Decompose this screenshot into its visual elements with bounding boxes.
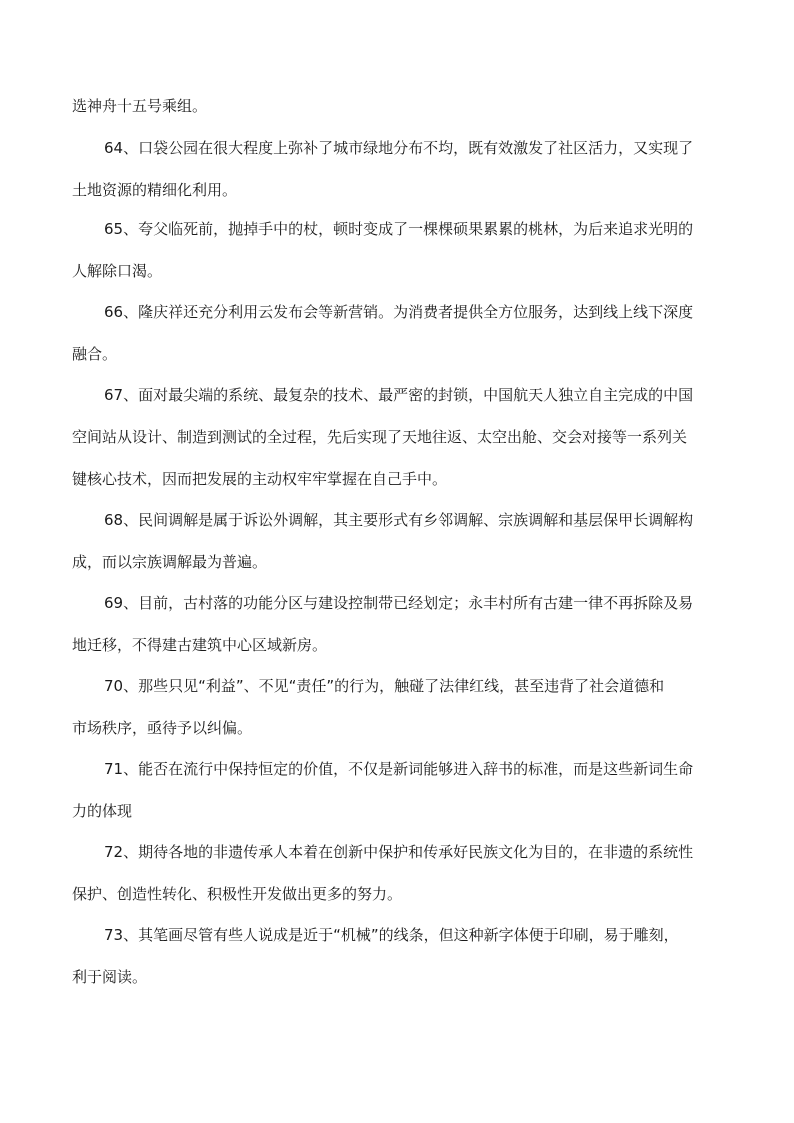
item-69-second-line: 地迁移，不得建古建筑中心区域新房。	[72, 636, 328, 654]
item-71-second-line: 力的体现	[72, 802, 133, 820]
item-68-second-line: 成，而以宗族调解最为普遍。	[72, 553, 268, 571]
item-65-second-line: 人解除口渴。	[72, 262, 163, 280]
item-71-first-line: 71、能否在流行中保持恒定的价值，不仅是新词能够进入辞书的标准，而是这些新词生命	[104, 760, 694, 778]
item-66-first-line: 66、隆庆祥还充分利用云发布会等新营销。为消费者提供全方位服务，达到线上线下深度	[104, 303, 694, 321]
item-72-first-line: 72、期待各地的非遗传承人本着在创新中保护和传承好民族文化为目的，在非遗的系统性	[104, 843, 694, 861]
text-line-continuation: 选神舟十五号乘组。	[72, 97, 208, 115]
item-64-second-line: 土地资源的精细化利用。	[72, 181, 238, 199]
item-67-second-line: 空间站从设计、制造到测试的全过程，先后实现了天地往返、太空出舱、交会对接等一系列关	[72, 428, 688, 446]
item-72-second-line: 保护、创造性转化、积极性开发做出更多的努力。	[72, 885, 403, 903]
item-65-first-line: 65、夸父临死前，抛掉手中的杖，顿时变成了一棵棵硕果累累的桃林，为后来追求光明的	[104, 220, 694, 238]
item-69-first-line: 69、目前，古村落的功能分区与建设控制带已经划定；永丰村所有古建一律不再拆除及易	[104, 594, 694, 612]
item-73-second-line: 利于阅读。	[72, 968, 148, 986]
item-68-first-line: 68、民间调解是属于诉讼外调解，其主要形式有乡邻调解、宗族调解和基层保甲长调解构	[104, 511, 694, 529]
item-67-first-line: 67、面对最尖端的系统、最复杂的技术、最严密的封锁，中国航天人独立自主完成的中国	[104, 386, 694, 404]
item-70-first-line: 70、那些只见“利益”、不见“责任”的行为，触碰了法律红线，甚至违背了社会道德和	[104, 677, 665, 695]
item-67-third-line: 键核心技术，因而把发展的主动权牢牢掌握在自己手中。	[72, 470, 448, 488]
item-64-first-line: 64、口袋公园在很大程度上弥补了城市绿地分布不均，既有效激发了社区活力，又实现了	[104, 139, 694, 157]
item-70-second-line: 市场秩序，亟待予以纠偏。	[72, 719, 253, 737]
item-73-first-line: 73、其笔画尽管有些人说成是近于“机械”的线条，但这种新字体便于印刷，易于雕刻，	[104, 926, 679, 944]
item-66-second-line: 融合。	[72, 345, 118, 363]
